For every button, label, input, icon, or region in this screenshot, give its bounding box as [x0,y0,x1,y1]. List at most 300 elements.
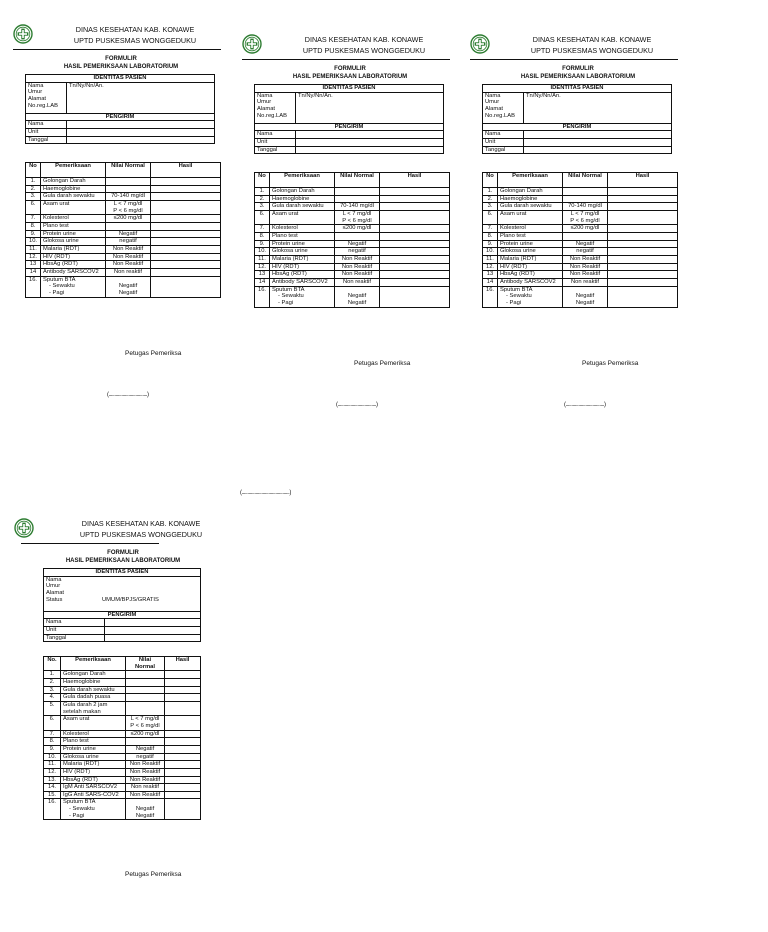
row-pemeriksaan [41,238,106,246]
exam-name: Malaria (RDT) [43,245,80,252]
table-row [44,768,201,776]
row-pemeriksaan [41,230,106,238]
row-nilai-normal [126,768,165,776]
form-title: FORMULIR HASIL PEMERIKSAAN LABORATORIUM [520,66,636,80]
col-hasil: Hasil [608,173,678,188]
tanggal-value[interactable] [67,136,215,144]
col-hasil: Hasil [151,163,221,178]
row-no: 3. [483,203,498,211]
identitas-table [482,84,672,154]
row-nilai-normal [126,753,165,761]
label-tanggal: Tanggal [257,146,278,153]
exam-name: Golongan Darah [500,188,543,194]
institution-heading [61,518,221,540]
row-hasil[interactable] [380,248,450,256]
row-nilai-normal [335,248,380,256]
normal-value: negatif [576,248,594,255]
exam-name: Kolesterol [272,225,298,232]
row-no: 9. [26,230,41,238]
table-row [483,240,678,248]
exam-name: HbsAg (RDT) [43,261,78,268]
exam-name: HIV (RDT) [43,253,71,260]
pengirim-heading: PENGIRIM [255,123,444,131]
row-hasil[interactable] [608,286,678,307]
normal-value: Negatif [347,240,367,247]
table-row [483,203,678,211]
row-nilai-normal [335,203,380,211]
normal-value: negatif [348,248,366,255]
row-pemeriksaan [498,188,563,196]
puskesmas-name: UPTD PUSKESMAS WONGGEDUKU [79,530,203,539]
row-pemeriksaan [41,215,106,223]
row-nilai-normal [563,232,608,240]
row-nilai-normal [335,255,380,263]
row-hasil[interactable] [380,278,450,286]
row-pemeriksaan [498,278,563,286]
row-no: 11. [26,245,41,253]
row-no: 10. [26,238,41,246]
row-hasil[interactable] [165,761,201,769]
col-hasil: Hasil [165,657,201,671]
row-nilai-normal [335,225,380,233]
exam-name: Plano test [500,232,526,239]
normal-value-2: P < 6 mg/dl [342,217,372,224]
row-pemeriksaan [498,263,563,271]
table-row [255,248,450,256]
row-hasil[interactable] [608,271,678,279]
col-nilai-normal: Nilai Normal [106,163,151,178]
row-hasil[interactable] [165,716,201,730]
row-pemeriksaan [61,716,126,730]
row-hasil[interactable] [608,225,678,233]
identitas-table [43,568,201,642]
row-nilai-normal [563,195,608,203]
table-row [26,253,221,261]
exam-name: Sputum BTA [272,286,305,293]
exam-name: Gula darah sewaktu [272,203,324,210]
tanggal-value[interactable] [524,146,672,154]
row-pemeriksaan [498,225,563,233]
institution-heading [512,34,672,56]
normal-value-2: P < 6 mg/dl [570,217,600,224]
row-pemeriksaan [498,286,563,307]
normal-value-2: Negatif [347,299,367,306]
row-nilai-normal [126,716,165,730]
row-nilai-normal [335,240,380,248]
row-hasil[interactable] [165,686,201,694]
agency-name: DINAS KESEHATAN KAB. KONAWE [532,35,652,44]
exam-name: Sputum BTA [43,276,76,283]
row-no: 14. [44,784,61,792]
table-row [255,240,450,248]
normal-value: Non Reaktif [129,768,161,775]
row-no: 16. [483,286,498,307]
row-hasil[interactable] [165,745,201,753]
row-pemeriksaan [41,261,106,269]
normal-value: Non Reaktif [569,271,601,278]
table-row [44,784,201,792]
row-hasil[interactable] [151,261,221,269]
row-pemeriksaan [41,200,106,214]
label-noreg: No.reg.LAB [485,112,515,119]
row-nilai-normal [126,694,165,702]
row-pemeriksaan [61,776,126,784]
table-row [26,200,221,214]
table-row [26,178,221,186]
row-nilai-normal [106,200,151,214]
label-unit: Unit [257,138,268,145]
row-no: 10. [483,248,498,256]
row-hasil[interactable] [608,232,678,240]
col-nilai-normal: Nilai Normal [126,657,165,671]
row-hasil[interactable] [608,203,678,211]
normal-value: ≤200 mg/dl [113,215,143,222]
table-row [44,745,201,753]
table-row [26,215,221,223]
row-pemeriksaan [41,185,106,193]
form-title: FORMULIR HASIL PEMERIKSAAN LABORATORIUM [292,66,408,80]
label-alamat: Alamat [257,105,276,112]
row-pemeriksaan [498,248,563,256]
row-nilai-normal [106,245,151,253]
form-title: FORMULIR HASIL PEMERIKSAAN LABORATORIUM [65,550,181,564]
exam-name: Kolesterol [43,215,69,222]
pengirim-nama-value[interactable] [67,121,215,129]
exam-name: Haemoglobine [43,185,81,192]
row-nilai-normal [563,248,608,256]
pemeriksaan-table [482,172,678,308]
table-row [483,195,678,203]
signature-line: (.................................) [336,402,378,408]
label-alamat: Alamat [485,105,504,112]
row-no: 7. [44,730,61,738]
pengirim-nama-value[interactable] [105,619,201,627]
label-alamat: Alamat [28,95,47,102]
row-hasil[interactable] [380,203,450,211]
row-pemeriksaan [270,240,335,248]
row-pemeriksaan [270,248,335,256]
puskesmas-name: UPTD PUSKESMAS WONGGEDUKU [302,46,426,55]
table-row [44,694,201,702]
row-nilai-normal [563,225,608,233]
exam-name: Protein urine [500,240,533,247]
tanggal-value[interactable] [296,146,444,154]
petugas-pemeriksa-label: Petugas Pemeriksa [125,871,182,878]
exam-name-cont: setelah makan [63,708,101,715]
row-pemeriksaan [41,253,106,261]
row-pemeriksaan [41,276,106,297]
row-hasil[interactable] [151,215,221,223]
label-umur: Umur [485,99,500,106]
table-row [483,278,678,286]
row-no: 8. [255,232,270,240]
row-nilai-normal [126,730,165,738]
row-hasil[interactable] [608,255,678,263]
row-hasil[interactable] [380,210,450,224]
row-pemeriksaan [41,222,106,230]
exam-name: Asam urat [63,716,90,723]
lab-form-b [254,32,454,408]
exam-name: Malaria (RDT) [500,255,537,262]
row-pemeriksaan [41,268,106,276]
row-hasil[interactable] [151,185,221,193]
unit-value[interactable] [296,138,444,146]
row-hasil[interactable] [608,278,678,286]
row-pemeriksaan [61,671,126,679]
row-pemeriksaan [498,255,563,263]
row-pemeriksaan [61,784,126,792]
normal-value: Non Reaktif [341,263,373,270]
row-hasil[interactable] [608,210,678,224]
row-pemeriksaan [270,232,335,240]
row-no: 3. [26,193,41,201]
row-hasil[interactable] [151,222,221,230]
exam-name: Gula darah sewaktu [63,686,115,693]
exam-name: HIV (RDT) [500,263,528,270]
normal-value: Negatif [575,293,595,300]
row-pemeriksaan [498,203,563,211]
col-nilai-normal: Nilai Normal [335,173,380,188]
unit-value[interactable] [67,128,215,136]
normal-value: L < 7 mg/dl [570,210,600,217]
normal-value: Non Reaktif [129,761,161,768]
row-hasil[interactable] [165,701,201,715]
exam-name: Kolesterol [63,730,89,737]
row-hasil[interactable] [165,753,201,761]
exam-name: Antibody SARSCOV2 [272,278,328,285]
row-no: 11. [483,255,498,263]
normal-value: Non reaktif [113,268,143,275]
exam-name: Plano test [43,222,69,229]
row-hasil[interactable] [380,225,450,233]
row-hasil[interactable] [151,238,221,246]
row-no: 1. [44,671,61,679]
signature-line: (.................................) [564,402,606,408]
row-pemeriksaan [270,255,335,263]
row-hasil[interactable] [165,678,201,686]
row-hasil[interactable] [608,240,678,248]
normal-value-2: Negatif [135,812,155,819]
row-hasil[interactable] [151,276,221,297]
row-no: 16. [255,286,270,307]
table-row [483,225,678,233]
row-hasil[interactable] [151,268,221,276]
row-nilai-normal [126,776,165,784]
pengirim-nama-value[interactable] [296,131,444,139]
col-pemeriksaan: Pemeriksaan [270,173,335,188]
row-pemeriksaan [498,210,563,224]
unit-value[interactable] [105,626,201,634]
row-hasil[interactable] [380,271,450,279]
col-pemeriksaan: Pemeriksaan [61,657,126,671]
row-hasil[interactable] [165,799,201,820]
row-nilai-normal [335,210,380,224]
label-umur: Umur [257,99,272,106]
table-row [44,701,201,715]
row-hasil[interactable] [380,195,450,203]
normal-value: L < 7 mg/dl [113,200,143,207]
label-unit: Unit [485,138,496,145]
label-umur: Umur [46,583,61,590]
normal-value: Non Reaktif [569,255,601,262]
label-nama: Nama [257,92,273,99]
table-row [44,678,201,686]
pengirim-nama-value[interactable] [524,131,672,139]
row-pemeriksaan [61,745,126,753]
row-no: 9. [255,240,270,248]
exam-name: Sputum BTA [63,799,96,806]
table-row [483,286,678,307]
table-row [483,248,678,256]
col-hasil: Hasil [380,173,450,188]
exam-name: HbsAg (RDT) [272,271,307,278]
normal-value: L < 7 mg/dl [342,210,372,217]
row-hasil[interactable] [165,784,201,792]
exam-name: HIV (RDT) [272,263,300,270]
exam-name: IgG Anti SARS-COV2 [63,791,119,798]
row-hasil[interactable] [380,240,450,248]
table-row [483,271,678,279]
row-nilai-normal [106,178,151,186]
row-hasil[interactable] [608,248,678,256]
exam-sub-sewaktu: - Sewaktu [69,806,95,813]
row-nilai-normal [106,276,151,297]
unit-value[interactable] [524,138,672,146]
exam-name: IgM Anti SARSCOV2 [63,784,118,791]
exam-name: Haemoglobine [272,195,310,202]
row-nilai-normal [126,791,165,799]
row-hasil[interactable] [608,195,678,203]
row-no: 1. [255,188,270,196]
row-hasil[interactable] [380,188,450,196]
row-hasil[interactable] [151,230,221,238]
row-pemeriksaan [61,768,126,776]
row-nilai-normal [106,222,151,230]
row-nilai-normal [563,203,608,211]
normal-value: Non Reaktif [129,776,161,783]
normal-value: Non Reaktif [341,271,373,278]
tanggal-value[interactable] [105,634,201,642]
exam-name: Haemoglobine [500,195,538,202]
row-no: 12. [255,263,270,271]
puskesmas-name: UPTD PUSKESMAS WONGGEDUKU [530,46,654,55]
row-no: 6. [26,200,41,214]
row-hasil[interactable] [380,255,450,263]
row-hasil[interactable] [151,193,221,201]
normal-value-2: P < 6 mg/dl [130,722,160,729]
label-tanggal: Tanggal [28,136,49,143]
row-hasil[interactable] [165,776,201,784]
row-hasil[interactable] [165,768,201,776]
row-nilai-normal [106,193,151,201]
row-pemeriksaan [41,193,106,201]
row-nilai-normal [126,784,165,792]
row-hasil[interactable] [608,188,678,196]
nama-value: Tn/Ny/Nn/An. [526,92,561,99]
table-row [26,185,221,193]
row-no: 9. [483,240,498,248]
row-no: 3. [255,203,270,211]
table-row [44,791,201,799]
pemeriksaan-table [254,172,450,308]
label-pengirim-nama: Nama [46,619,62,626]
label-pengirim-nama: Nama [257,131,273,138]
row-hasil[interactable] [165,738,201,746]
table-row [255,195,450,203]
row-no: 13. [44,776,61,784]
row-nilai-normal [563,286,608,307]
row-pemeriksaan [61,738,126,746]
row-no: 10. [44,753,61,761]
row-hasil[interactable] [380,263,450,271]
row-pemeriksaan [61,799,126,820]
exam-name: Glokosa urine [43,238,79,245]
label-tanggal: Tanggal [46,634,67,641]
row-no: 14 [483,278,498,286]
row-no: 6. [44,716,61,730]
pengirim-heading: PENGIRIM [483,123,672,131]
row-pemeriksaan [498,240,563,248]
row-hasil[interactable] [165,671,201,679]
row-hasil[interactable] [151,178,221,186]
row-nilai-normal [126,745,165,753]
row-pemeriksaan [270,210,335,224]
row-nilai-normal [126,686,165,694]
col-no: No. [44,657,61,671]
row-hasil[interactable] [380,286,450,307]
row-no: 14 [255,278,270,286]
row-hasil[interactable] [151,253,221,261]
table-row [255,278,450,286]
exam-sub-pagi: - Pagi [49,289,65,296]
normal-value: negatif [119,238,137,245]
row-hasil[interactable] [151,200,221,214]
row-hasil[interactable] [165,791,201,799]
row-hasil[interactable] [165,694,201,702]
row-no: 2. [483,195,498,203]
row-hasil[interactable] [151,245,221,253]
identitas-heading: IDENTITAS PASIEN [483,85,672,93]
normal-value: 70-140 mg/dl [111,193,145,200]
exam-name: Gula darah sewaktu [43,193,95,200]
exam-name: Protein urine [272,240,305,247]
row-pemeriksaan [61,753,126,761]
row-no: 1. [483,188,498,196]
row-hasil[interactable] [165,730,201,738]
row-pemeriksaan [61,678,126,686]
puskesmas-logo-icon [242,34,262,54]
exam-sub-sewaktu: - Sewaktu [506,293,532,300]
row-no: 13 [483,271,498,279]
table-row [483,232,678,240]
puskesmas-name: UPTD PUSKESMAS WONGGEDUKU [73,36,197,45]
row-pemeriksaan [270,203,335,211]
normal-value: negatif [136,753,154,760]
row-hasil[interactable] [380,232,450,240]
row-nilai-normal [106,185,151,193]
row-pemeriksaan [41,178,106,186]
exam-name: Gula darah sewaktu [500,203,552,210]
row-no: 6. [483,210,498,224]
exam-name: Glokosa urine [63,753,99,760]
table-row [44,738,201,746]
exam-name: Gula darah 2 jam [63,701,108,708]
row-pemeriksaan [270,188,335,196]
exam-name: Golongan Darah [43,178,86,184]
row-hasil[interactable] [608,263,678,271]
table-row [483,210,678,224]
identitas-heading: IDENTITAS PASIEN [26,75,215,83]
